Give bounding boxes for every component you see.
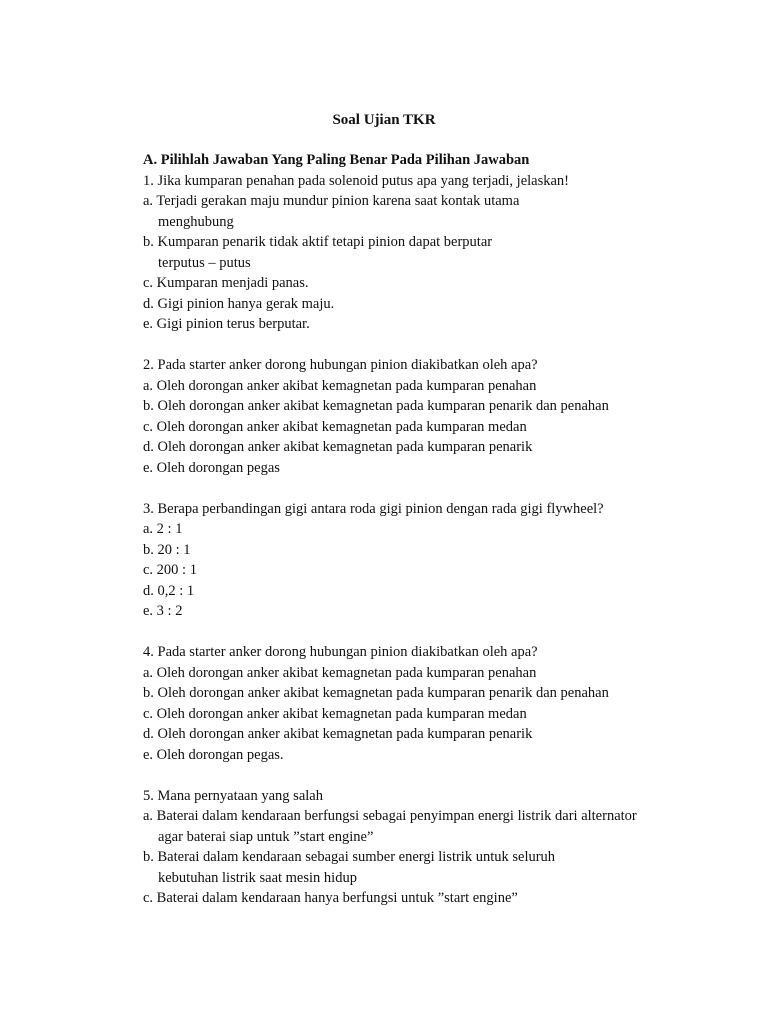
question-text: 4. Pada starter anker dorong hubungan pinion diakibatkan oleh apa?	[143, 644, 538, 660]
question-1	[143, 171, 743, 335]
option-a: a. Baterai dalam kendaraan berfungsi sebagai penyimpan energi listrik dari alternator	[143, 808, 637, 824]
option-d: d. Oleh dorongan anker akibat kemagnetan pada kumparan penarik	[143, 439, 533, 455]
option-c: c. Kumparan menjadi panas.	[143, 275, 309, 291]
option-a: a. Oleh dorongan anker akibat kemagnetan pada kumparan penahan	[143, 377, 537, 394]
option-a-continuation: agar baterai siap untuk ”start engine”	[158, 828, 374, 845]
document-title: Soal Ujian TKR	[332, 112, 436, 128]
option-e: e. Oleh dorongan pegas.	[143, 746, 284, 763]
option-c: c. Oleh dorongan anker akibat kemagnetan pada kumparan medan	[143, 418, 527, 435]
option-b: b. Oleh dorongan anker akibat kemagnetan pada kumparan penarik dan penahan	[143, 685, 609, 701]
option-a-continuation: menghubung	[158, 213, 234, 230]
document-body	[143, 150, 743, 909]
option-e: e. 3 : 2	[143, 603, 183, 619]
question-text: 1. Jika kumparan penahan pada solenoid putus apa yang terjadi, jelaskan!	[143, 172, 570, 189]
option-b: b. 20 : 1	[143, 541, 191, 558]
option-a: a. Oleh dorongan anker akibat kemagnetan pada kumparan penahan	[143, 664, 537, 681]
option-a: a. Terjadi gerakan maju mundur pinion karena saat kontak utama	[143, 193, 520, 209]
question-2	[143, 355, 743, 478]
option-a: a. 2 : 1	[143, 521, 183, 537]
option-e: e. Oleh dorongan pegas	[143, 459, 280, 476]
question-5	[143, 786, 743, 909]
option-b: b. Kumparan penarik tidak aktif tetapi pinion dapat berputar	[143, 234, 493, 250]
option-c: c. Oleh dorongan anker akibat kemagnetan pada kumparan medan	[143, 705, 527, 722]
option-d: d. 0,2 : 1	[143, 582, 195, 599]
section-heading: A. Pilihlah Jawaban Yang Paling Benar Pada Pilihan Jawaban	[143, 152, 530, 168]
question-text: 3. Berapa perbandingan gigi antara roda gigi pinion dengan rada gigi flywheel?	[143, 500, 604, 517]
option-c: c. 200 : 1	[143, 562, 197, 578]
question-3	[143, 499, 743, 622]
option-e: e. Gigi pinion terus berputar.	[143, 316, 310, 332]
question-text: 2. Pada starter anker dorong hubungan pinion diakibatkan oleh apa?	[143, 357, 538, 373]
option-d: d. Gigi pinion hanya gerak maju.	[143, 295, 335, 312]
option-c: c. Baterai dalam kendaraan hanya berfungsi untuk ”start engine”	[143, 890, 518, 906]
question-text: 5. Mana pernyataan yang salah	[143, 787, 323, 804]
option-b: b. Oleh dorongan anker akibat kemagnetan pada kumparan penarik dan penahan	[143, 398, 609, 414]
option-b: b. Baterai dalam kendaraan sebagai sumber energi listrik untuk seluruh	[143, 849, 556, 865]
option-b-continuation: kebutuhan listrik saat mesin hidup	[158, 869, 357, 886]
option-b-continuation: terputus – putus	[158, 254, 251, 271]
option-d: d. Oleh dorongan anker akibat kemagnetan pada kumparan penarik	[143, 726, 533, 742]
question-4	[143, 642, 743, 765]
